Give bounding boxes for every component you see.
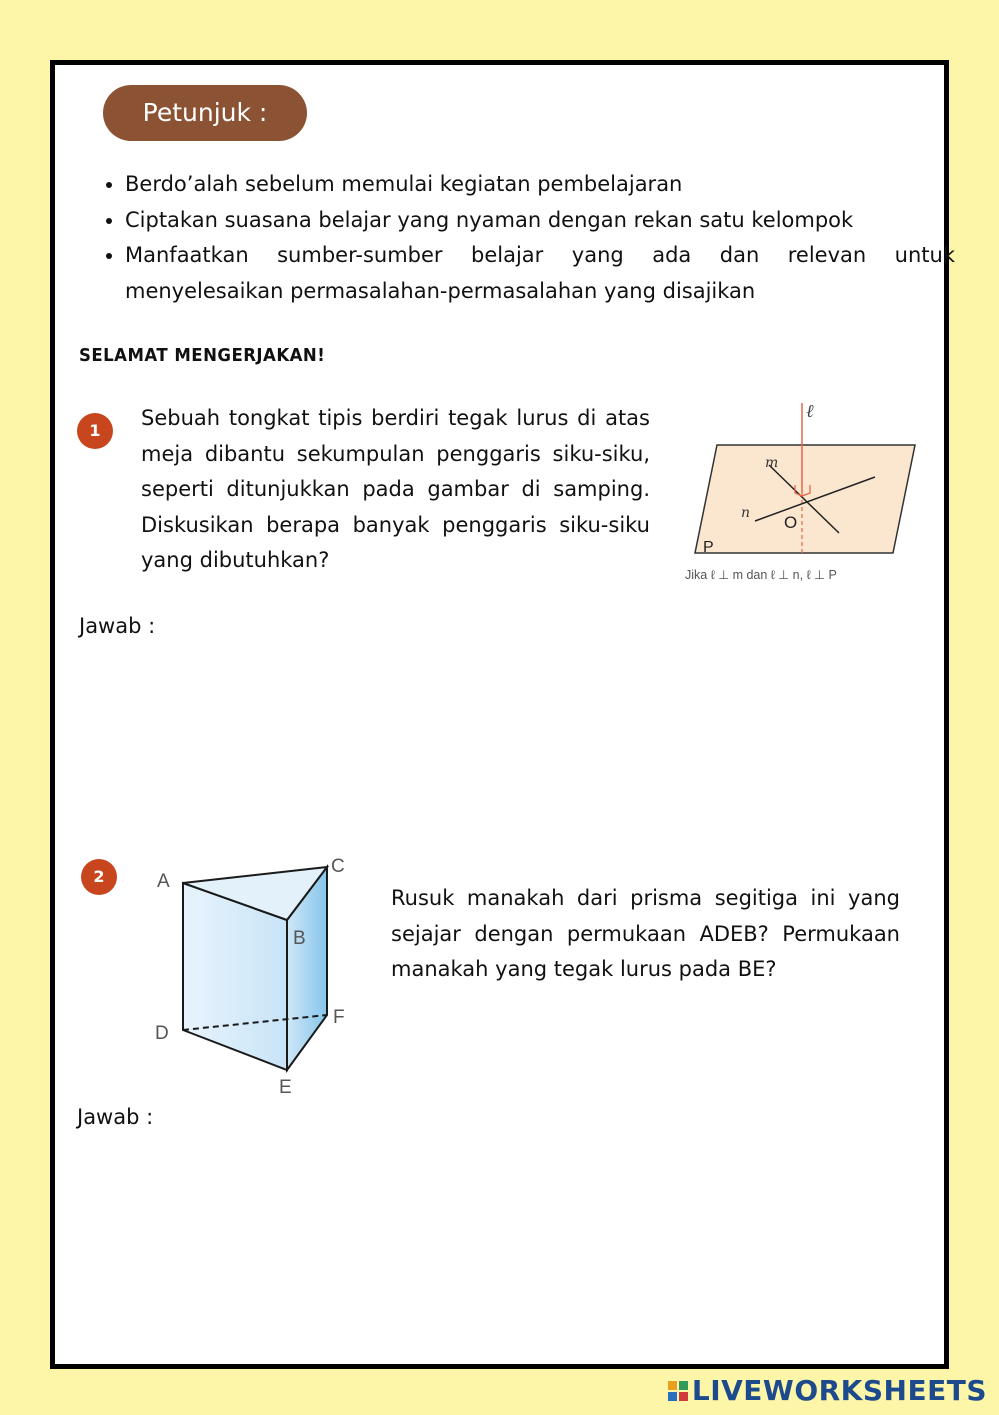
vertex-c: C [331, 856, 345, 877]
question-1-text: Sebuah tongkat tipis berdiri tegak lurus di atas meja dibantu sekumpulan penggaris siku-siku, seperti ditunjukkan pada gambar di samping. Diskusikan berapa banyak penggaris siku-siku yang dibutuhkan? [141, 406, 650, 572]
vertex-d: D [155, 1023, 169, 1044]
label-o: O [784, 513, 798, 532]
instructions-badge: Petunjuk : [103, 85, 307, 141]
instructions-list [97, 167, 955, 309]
label-m: m [765, 455, 779, 471]
label-p: P [703, 539, 714, 556]
figure-1-caption: Jika ℓ ⊥ m dan ℓ ⊥ n, ℓ ⊥ P [685, 568, 837, 582]
vertex-a: A [157, 871, 170, 892]
liveworksheets-logo [668, 1374, 987, 1407]
label-l: ℓ [806, 401, 814, 422]
question-2-text: Rusuk manakah dari prisma segitiga ini yang sejajar dengan permukaan ADEB? Permukaan manakah yang tegak lurus pada BE? [391, 886, 900, 981]
answer-2-label: Jawab : [77, 1105, 154, 1129]
greeting-heading: SELAMAT MENGERJAKAN! [79, 345, 326, 366]
vertex-f: F [333, 1007, 345, 1028]
label-n: n [741, 505, 751, 521]
worksheet-frame [50, 60, 955, 1369]
question-1-number: 1 [77, 413, 113, 449]
instruction-item: • Manfaatkan sumber-sumber belajar yang ada dan relevan untuk menyelesaikan permasalahan-permasalahan yang disajikan [125, 238, 955, 309]
vertex-e: E [279, 1077, 292, 1095]
vertex-b: B [293, 928, 306, 949]
plane-perpendicular-figure [679, 395, 919, 585]
brand-name: LIVEWORKSHEETS [691, 1374, 987, 1407]
triangular-prism-figure [145, 845, 365, 1095]
answer-1-label: Jawab : [79, 614, 156, 638]
instruction-item: • Berdo’alah sebelum memulai kegiatan pembelajaran [125, 167, 955, 203]
instruction-item: • Ciptakan suasana belajar yang nyaman dengan rekan satu kelompok [125, 203, 955, 239]
question-2-number: 2 [81, 859, 117, 895]
liveworksheets-logo-icon [668, 1381, 688, 1401]
